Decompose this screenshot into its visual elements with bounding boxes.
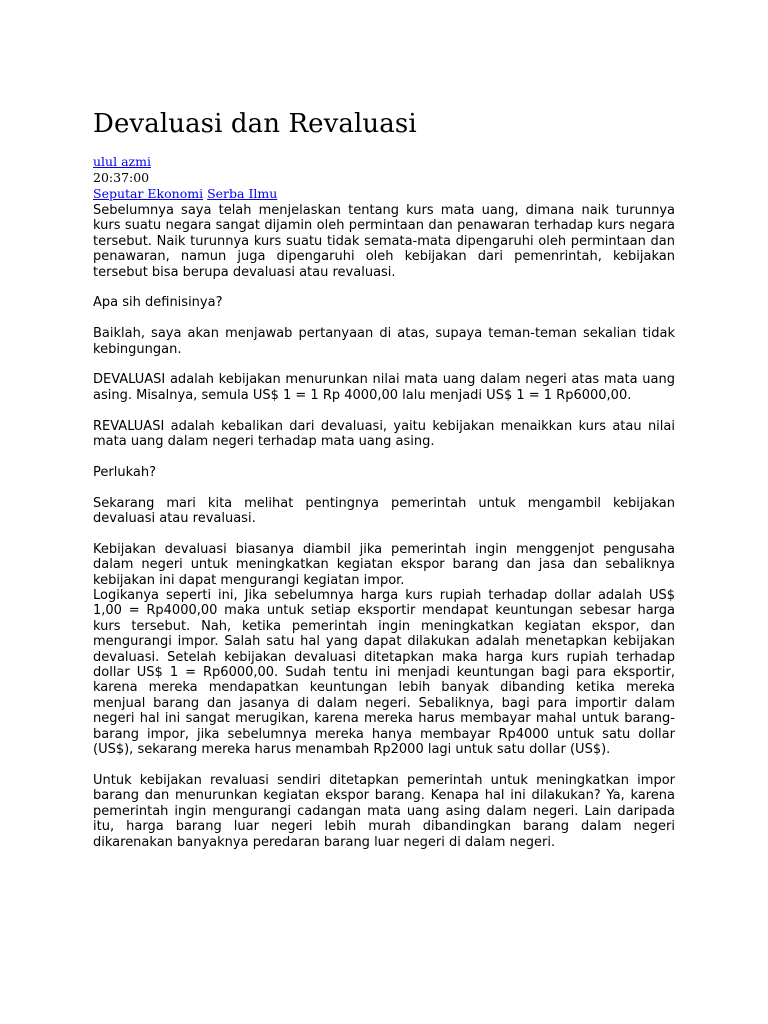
- label-link-seputar-ekonomi[interactable]: Seputar Ekonomi: [93, 186, 204, 201]
- paragraph-question: Apa sih definisinya?: [93, 295, 223, 311]
- paragraph-revaluasi-definition: REVALUASI adalah kebalikan dari devaluasi, yaitu kebijakan menaikkan kurs atau nilai mata uang dalam negeri terhadap mata uang asing.: [93, 418, 675, 450]
- paragraph-logic: Logikanya seperti ini, Jika sebelumnya harga kurs rupiah terhadap dollar adalah US$ 1,00 = Rp4000,00 maka untuk setiap eksportir mendapat keuntungan sebesar harga kurs tersebut. Nah, ketika pemerintah ingin meningkatkan kegiatan ekspor, dan mengurangi impor. Salah satu hal yang dapat dilakukan adalah menetapkan kebijakan devaluasi. Setelah kebijakan devaluasi ditetapkan maka harga kurs rupiah terhadap dollar US$ 1 = Rp6000,00. Sudah tentu ini menjadi keuntungan bagi para eksportir, karena mereka mendapatkan keuntungan lebih banyak dibanding ketika mereka menjual barang dan jasanya di dalam negeri. Sebaliknya, bagi para importir dalam negeri hal ini sangat merugikan, karena mereka harus membayar mahal untuk barang-barang impor, jika sebelumnya mereka hanya membayar Rp4000 untuk satu dollar (US$), sekarang mereka harus menambah Rp2000 lagi untuk satu dollar (US$).: [93, 588, 675, 758]
- paragraph-perlukah: Perlukah?: [93, 464, 156, 480]
- post-timestamp: 20:37:00: [93, 170, 150, 185]
- author-link[interactable]: ulul azmi: [93, 154, 151, 169]
- label-link-serba-ilmu[interactable]: Serba Ilmu: [207, 186, 278, 201]
- paragraph-importance: Sekarang mari kita melihat pentingnya pemerintah untuk mengambil kebijakan devaluasi atau revaluasi.: [93, 495, 675, 527]
- blog-post: [93, 108, 675, 850]
- paragraph-answer-intro: Baiklah, saya akan menjawab pertanyaan di atas, supaya teman-teman sekalian tidak kebingungan.: [93, 326, 675, 357]
- paragraph-devaluasi-policy: Kebijakan devaluasi biasanya diambil jika pemerintah ingin menggenjot pengusaha dalam negeri untuk meningkatkan kegiatan ekspor barang dan jasa dan sebaliknya kebijakan ini dapat mengurangi kegiatan impor.: [93, 541, 675, 588]
- post-title: Devaluasi dan Revaluasi: [93, 109, 417, 139]
- post-labels: [93, 186, 675, 202]
- paragraph-revaluasi-policy: Untuk kebijakan revaluasi sendiri ditetapkan pemerintah untuk meningkatkan impor barang dan menurunkan kegiatan ekspor barang. Kenapa hal ini dilakukan? Ya, karena pemerintah ingin mengurangi cadangan mata uang asing dalam negeri. Lain daripada itu, harga barang luar negeri lebih murah dibandingkan barang dalam negeri dikarenakan banyaknya peredaran barang luar negeri di dalam negeri.: [93, 772, 675, 850]
- paragraph-intro: Sebelumnya saya telah menjelaskan tentang kurs mata uang, dimana naik turunnya kurs suatu negara sangat dijamin oleh permintaan dan penawaran terhadap kurs negara tersebut. Naik turunnya kurs suatu tidak semata-mata dipengaruhi oleh permintaan dan penawaran, namun juga dipengaruhi oleh kebijakan dari pemenrintah, kebijakan tersebut bisa berupa devaluasi atau revaluasi.: [93, 203, 675, 280]
- post-author-line: [93, 154, 675, 170]
- post-body: [93, 203, 675, 850]
- paragraph-devaluasi-definition: DEVALUASI adalah kebijakan menurunkan nilai mata uang dalam negeri atas mata uang asing. Misalnya, semula US$ 1 = 1 Rp 4000,00 lalu menjadi US$ 1 = 1 Rp6000,00.: [93, 372, 675, 403]
